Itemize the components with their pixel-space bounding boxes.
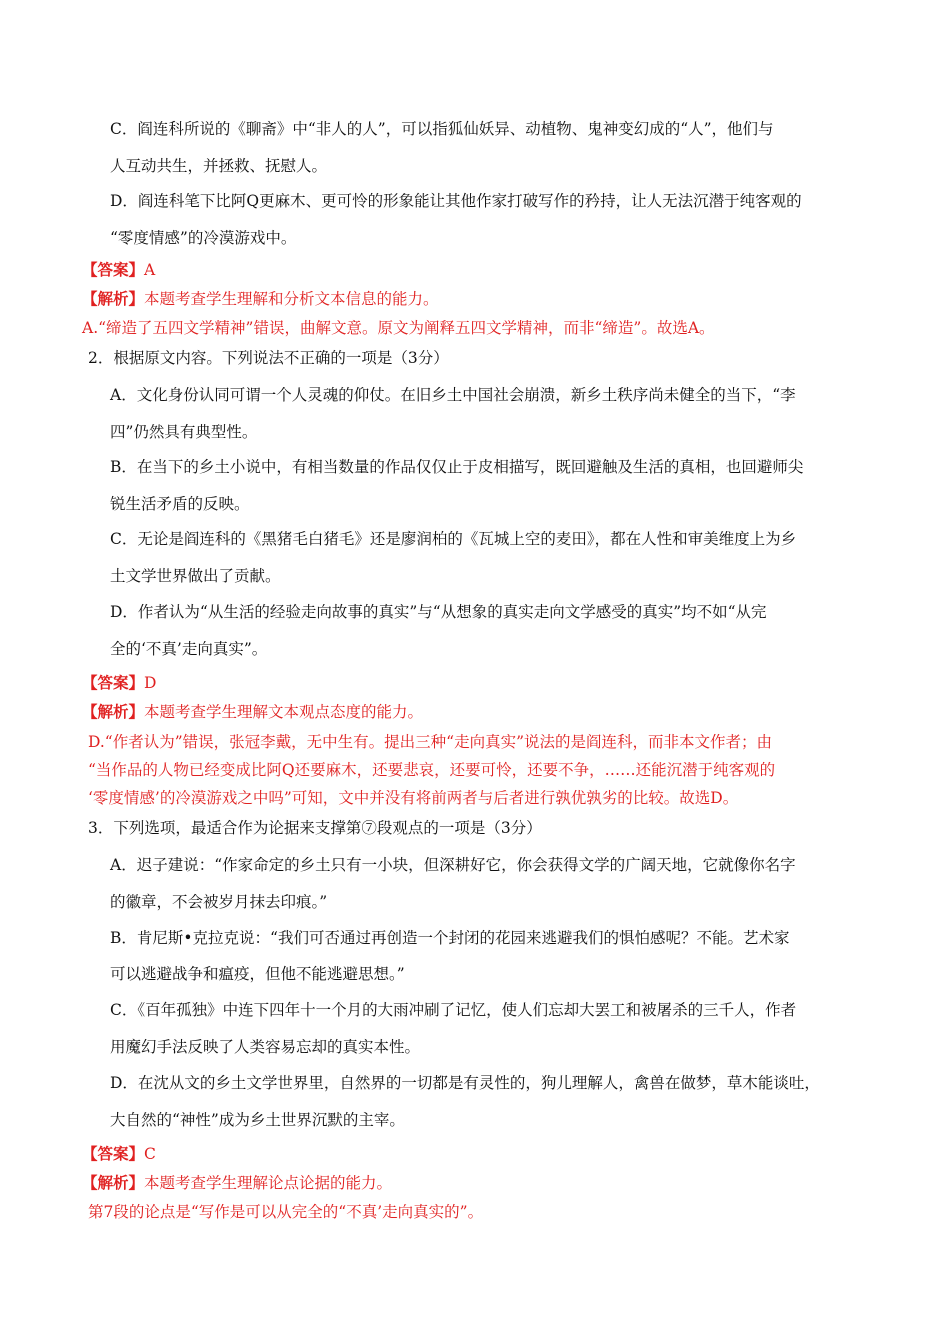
q2-analysis <box>82 701 423 723</box>
q3-answer <box>82 1143 156 1165</box>
q1-analysis <box>82 288 439 310</box>
q2-option-a-line1: A．文化身份认同可谓一个人灵魂的仰仗。在旧乡土中国社会崩溃，新乡土秩序尚未健全的当下，“李 <box>110 386 796 404</box>
q1-option-d-line1: D．阎连科笔下比阿Q更麻木、更可怜的形象能让其他作家打破写作的矜持，让人无法沉潜于纯客观的 <box>110 192 802 210</box>
q3-option-b-line1: B．肯尼斯•克拉克说：“我们可否通过再创造一个封闭的花园来逃避我们的惧怕感呢？不能。艺术家 <box>110 929 790 947</box>
q3-option-c-line1: C．《百年孤独》中连下四年十一个月的大雨冲刷了记忆，使人们忘却大罢工和被屠杀的三千人，作者 <box>110 1001 797 1019</box>
q2-stem: 2．根据原文内容。下列说法不正确的一项是（3分） <box>88 349 449 367</box>
q2-option-a-line2: 四”仍然具有典型性。 <box>110 423 258 441</box>
q2-option-d-line1: D．作者认为“从生活的经验走向故事的真实”与“从想象的真实走向文学感受的真实”均不如“从完 <box>110 603 767 621</box>
q2-option-b-line1: B．在当下的乡土小说中，有相当数量的作品仅仅止于皮相描写，既回避触及生活的真相，也回避师尖 <box>110 458 804 476</box>
q2-explanation-line2: “当作品的人物已经变成比阿Q还要麻木，还要悲哀，还要可怜，还要不争，……还能沉潜于纯客观的 <box>88 761 776 779</box>
q3-explanation: 第7段的论点是“写作是可以从完全的“不真’走向真实的”。 <box>88 1203 484 1221</box>
q2-option-c-line1: C．无论是阎连科的《黑猪毛白猪毛》还是廖润柏的《瓦城上空的麦田》，都在人性和审美维度上为乡 <box>110 530 797 548</box>
q3-option-c-line2: 用魔幻手法反映了人类容易忘却的真实本性。 <box>110 1038 421 1056</box>
q1-option-d-line2: “零度情感”的冷漠游戏中。 <box>110 229 297 247</box>
analysis-text: 本题考查学生理解文本观点态度的能力。 <box>144 703 424 721</box>
q2-option-b-line2: 锐生活矛盾的反映。 <box>110 495 250 513</box>
answer-tag: 【答案】 <box>82 1144 145 1163</box>
q2-option-c-line2: 土文学世界做出了贡献。 <box>110 567 281 585</box>
answer-value: C <box>144 1145 156 1163</box>
answer-tag: 【答案】 <box>82 260 145 279</box>
q3-option-a-line1: A．迟子建说：“作家命定的乡土只有一小块，但深耕好它，你会获得文学的广阔天地，它就像你名字 <box>110 856 796 874</box>
q1-explanation: A.“缔造了五四文学精神”错误，曲解文意。原文为阐释五四文学精神，而非“缔造”。故选A。 <box>82 319 715 337</box>
q2-option-d-line2: 全的‘不真’走向真实”。 <box>110 640 268 658</box>
answer-value: A <box>144 261 156 279</box>
analysis-tag: 【解析】 <box>82 702 145 721</box>
analysis-tag: 【解析】 <box>82 289 145 308</box>
q2-explanation-line1: D.“作者认为”错误，张冠李戴，无中生有。提出三种“走向真实”说法的是阎连科，而非本文作者；由 <box>88 733 773 751</box>
q1-option-c-line1: C．阎连科所说的《聊斋》中“非人的人”，可以指狐仙妖异、动植物、鬼神变幻成的“人”，他们与 <box>110 120 774 138</box>
q3-option-a-line2: 的徽章，不会被岁月抹去印痕。” <box>110 893 328 911</box>
answer-tag: 【答案】 <box>82 673 145 692</box>
q3-option-d-line1: D．在沈从文的乡土文学世界里，自然界的一切都是有灵性的，狗儿理解人，禽兽在做梦，草木能谈吐， <box>110 1074 820 1092</box>
q3-option-b-line2: 可以逃避战争和瘟疫，但他不能逃避思想。” <box>110 965 405 983</box>
analysis-text: 本题考查学生理解论点论据的能力。 <box>144 1174 393 1192</box>
q2-answer <box>82 672 156 694</box>
analysis-text: 本题考查学生理解和分析文本信息的能力。 <box>144 290 439 308</box>
analysis-tag: 【解析】 <box>82 1173 145 1192</box>
q3-stem: 3．下列选项，最适合作为论据来支撑第⑦段观点的一项是（3分） <box>88 819 542 837</box>
q3-analysis <box>82 1172 392 1194</box>
q1-answer <box>82 259 155 281</box>
q2-explanation-line3: ‘零度情感’的冷漠游戏之中吗”可知，文中并没有将前两者与后者进行孰优孰劣的比较。故选D。 <box>88 789 739 807</box>
q3-option-d-line2: 大自然的“神性”成为乡土世界沉默的主宰。 <box>110 1111 405 1129</box>
q1-option-c-line2: 人互动共生，并拯救、抚慰人。 <box>110 157 328 175</box>
answer-value: D <box>144 674 157 692</box>
